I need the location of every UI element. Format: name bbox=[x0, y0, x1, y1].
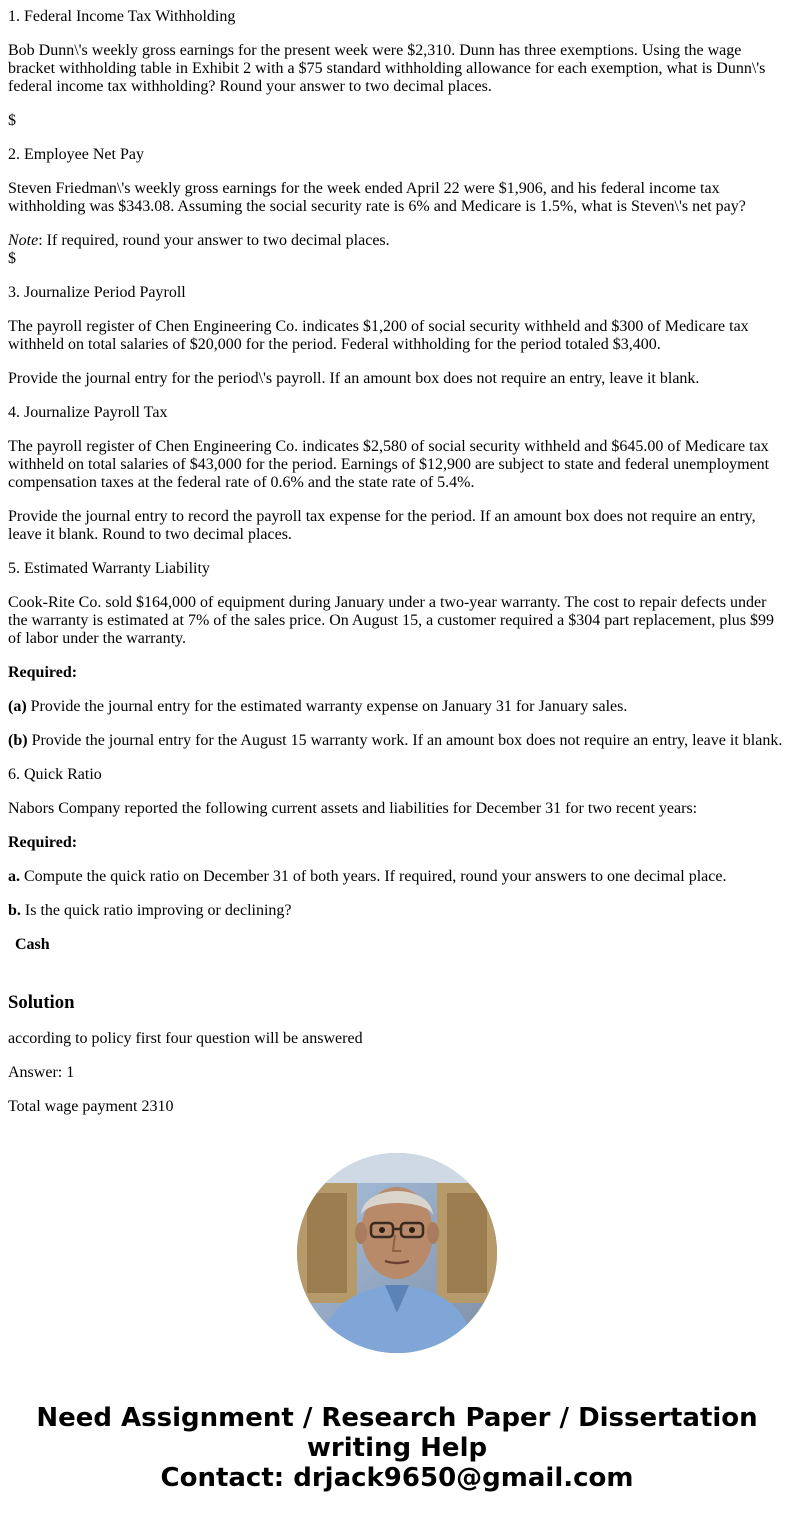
q3-body: The payroll register of Chen Engineering Co. indicates $1,200 of social security withheld and $300 of Medicare tax withheld on total salaries of $20,000 for the period. Federal withholding for the period totaled $3,400. bbox=[8, 318, 749, 353]
q2-note bbox=[8, 232, 786, 250]
promo-banner bbox=[0, 1403, 794, 1493]
author-photo-image bbox=[297, 1153, 497, 1353]
document-body bbox=[8, 8, 786, 1132]
q6-table-cash-cell: Cash bbox=[15, 936, 50, 953]
q5-required-label: Required: bbox=[8, 664, 78, 681]
solution-policy: according to policy first four question will be answered bbox=[8, 1030, 363, 1047]
q5-part-b bbox=[8, 732, 786, 750]
q5-part-a-text: Provide the journal entry for the estimated warranty expense on January 31 for January sales. bbox=[26, 698, 628, 715]
q6-required bbox=[8, 834, 786, 852]
q5-body: Cook-Rite Co. sold $164,000 of equipment during January under a two-year warranty. The cost to repair defects under the warranty is estimated at 7% of the sales price. On August 15, a customer required a $304 part replacement, plus $99 of labor under the warranty. bbox=[8, 594, 774, 647]
q3-instruction: Provide the journal entry for the period\'s payroll. If an amount box does not require an entry, leave it blank. bbox=[8, 370, 700, 387]
solution-heading: Solution bbox=[8, 992, 75, 1013]
promo-line-2: writing Help bbox=[306, 1433, 488, 1463]
q5-part-b-text: Provide the journal entry for the August 15 warranty work. If an amount box does not require an entry, leave it blank. bbox=[27, 732, 783, 749]
q6-part-a bbox=[8, 868, 786, 886]
promo-line-1: Need Assignment / Research Paper / Dissertation bbox=[36, 1403, 758, 1433]
q2-answer-prefix: $ bbox=[8, 250, 16, 267]
q5-required bbox=[8, 664, 786, 682]
q2-note-text: : If required, round your answer to two decimal places. bbox=[38, 232, 390, 249]
q2-body: Steven Friedman\'s weekly gross earnings for the week ended April 22 were $1,906, and his federal income tax withholding was $343.08. Assuming the social security rate is 6% and Medicare is 1.5%, what is Steven\'s net pay? bbox=[8, 180, 746, 215]
q4-title: 4. Journalize Payroll Tax bbox=[8, 404, 168, 421]
q4-instruction: Provide the journal entry to record the payroll tax expense for the period. If an amount box does not require an entry, leave it blank. Round to two decimal places. bbox=[8, 508, 756, 543]
avatar bbox=[297, 1153, 497, 1353]
q6-title: 6. Quick Ratio bbox=[8, 766, 102, 783]
q1-title: 1. Federal Income Tax Withholding bbox=[8, 8, 236, 25]
q6-part-b-label: b. bbox=[8, 902, 21, 919]
q3-title: 3. Journalize Period Payroll bbox=[8, 284, 186, 301]
q1-answer-prefix: $ bbox=[8, 112, 16, 129]
q6-part-b bbox=[8, 902, 786, 920]
q5-title: 5. Estimated Warranty Liability bbox=[8, 560, 210, 577]
q2-note-label: Note bbox=[8, 232, 39, 249]
solution-answer: Answer: 1 bbox=[8, 1064, 75, 1081]
q5-part-b-label: (b) bbox=[8, 732, 28, 749]
solution-wage: Total wage payment 2310 bbox=[8, 1098, 174, 1115]
promo-line-3: Contact: drjack9650@gmail.com bbox=[160, 1463, 634, 1493]
q5-part-a bbox=[8, 698, 786, 716]
q6-required-label: Required: bbox=[8, 834, 78, 851]
q4-body: The payroll register of Chen Engineering Co. indicates $2,580 of social security withheld and $645.00 of Medicare tax withheld on total salaries of $43,000 for the period. Earnings of $12,900 are subject to state and federal unemployment compensation taxes at the federal rate of 0.6% and the state rate of 5.4%. bbox=[8, 438, 770, 491]
q5-part-a-label: (a) bbox=[8, 698, 27, 715]
q1-body: Bob Dunn\'s weekly gross earnings for the present week were $2,310. Dunn has three exemptions. Using the wage bracket withholding table in Exhibit 2 with a $75 standard withholding allowance for each exemption, what is Dunn\'s federal income tax withholding? Round your answer to two decimal places. bbox=[8, 42, 766, 95]
q6-part-a-text: Compute the quick ratio on December 31 of both years. If required, round your answers to one decimal place. bbox=[20, 868, 727, 885]
q6-body: Nabors Company reported the following current assets and liabilities for December 31 for two recent years: bbox=[8, 800, 698, 817]
q2-title: 2. Employee Net Pay bbox=[8, 146, 144, 163]
q6-part-a-label: a. bbox=[8, 868, 20, 885]
q6-part-b-text: Is the quick ratio improving or declining? bbox=[20, 902, 292, 919]
